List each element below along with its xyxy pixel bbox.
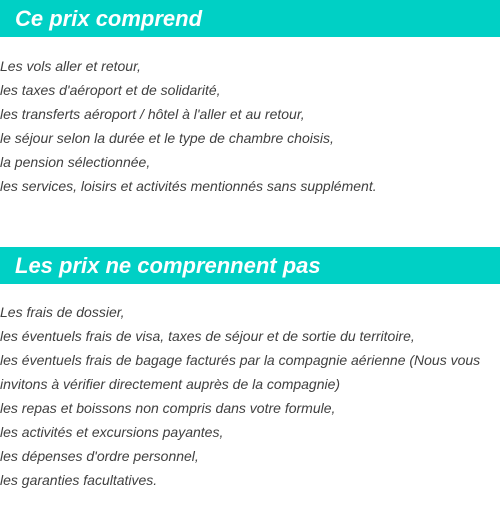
list-item: Les frais de dossier, bbox=[0, 304, 125, 320]
list-item: les services, loisirs et activités mentionnés sans supplément. bbox=[0, 178, 377, 194]
list-item: les garanties facultatives. bbox=[0, 472, 158, 488]
list-item: Les vols aller et retour, bbox=[0, 58, 141, 74]
list-item: les activités et excursions payantes, bbox=[0, 424, 224, 440]
included-section-title: Ce prix comprend bbox=[0, 0, 500, 37]
list-item: les taxes d'aéroport et de solidarité, bbox=[0, 82, 221, 98]
excluded-items-list bbox=[0, 300, 500, 492]
excluded-section-title: Les prix ne comprennent pas bbox=[0, 247, 500, 284]
list-item: le séjour selon la durée et le type de chambre choisis, bbox=[0, 130, 334, 146]
list-item: les transferts aéroport / hôtel à l'aller et au retour, bbox=[0, 106, 305, 122]
included-items-list bbox=[0, 54, 500, 198]
list-item: les éventuels frais de visa, taxes de séjour et de sortie du territoire, bbox=[0, 328, 415, 344]
list-item: les dépenses d'ordre personnel, bbox=[0, 448, 199, 464]
list-item: la pension sélectionnée, bbox=[0, 154, 151, 170]
list-item: les repas et boissons non compris dans votre formule, bbox=[0, 400, 336, 416]
list-item: les éventuels frais de bagage facturés par la compagnie aérienne (Nous vous invitons à vérifier directement auprès de la compagnie) bbox=[0, 352, 481, 392]
